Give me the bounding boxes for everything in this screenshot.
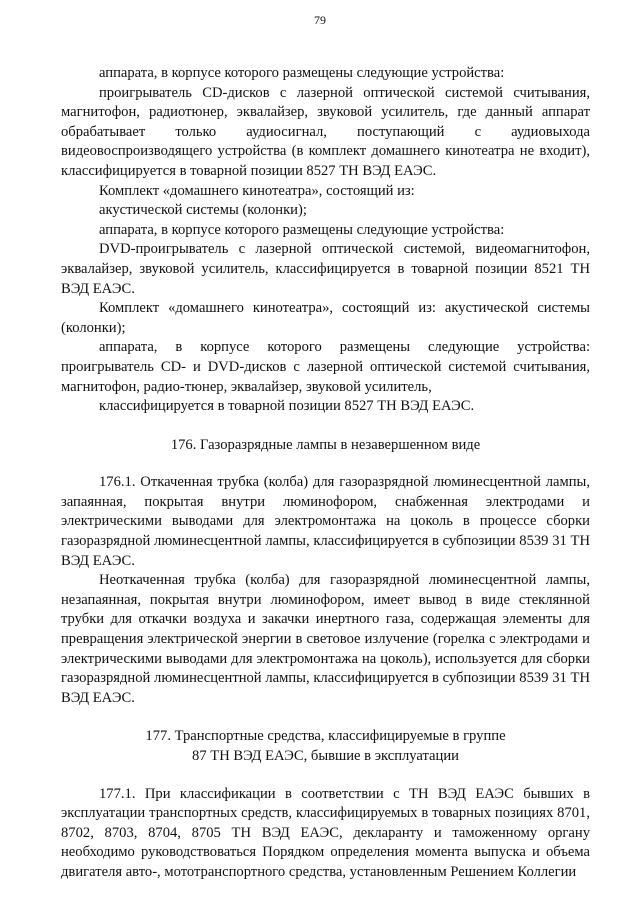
paragraph: аппарата, в корпусе которого размещены следующие устройства: xyxy=(99,221,505,238)
paragraph: аппарата, в корпусе которого размещены следующие устройства: проигрыватель CD- и DVD-дисков с лазерной оптической системой считывания, магнитофон, радио-тюнер, эквалайзер, звуковой усилитель, xyxy=(61,339,590,395)
paragraph: Комплект «домашнего кинотеатра», состоящий из: xyxy=(99,182,415,199)
page-number: 79 xyxy=(314,13,326,27)
section-heading-176: 176. Газоразрядные лампы в незавершенном виде xyxy=(170,436,481,453)
page-content xyxy=(61,64,590,883)
paragraph: проигрыватель CD-дисков с лазерной оптической системой считывания, магнитофон, радиотюнер, эквалайзер, звуковой усилитель, где данный аппарат обрабатывает только аудиосигнал, поступающий с аудиовыхода видеовоспроизводящего устройства (в комплект домашнего кинотеатра не входит), классифицируется в товарной позиции 8527 ТН ВЭД ЕАЭС. xyxy=(61,84,590,179)
paragraph: аппарата, в корпусе которого размещены следующие устройства: xyxy=(99,65,505,81)
paragraph: акустической системы (колонки); xyxy=(99,202,307,219)
paragraph: 177.1. При классификации в соответствии с ТН ВЭД ЕАЭС бывших в эксплуатации транспортных средств, классифицируемых в товарных позициях 8701, 8702, 8703, 8704, 8705 ТН ВЭД ЕАЭС, декларанту и таможенному органу необходимо руководствоваться Порядком определения момента выпуска и объема двигателя авто-, мототранспортного средства, установленным Решением Коллегии xyxy=(61,785,590,880)
paragraph: Неоткаченная трубка (колба) для газоразрядной люминесцентной лампы, незапаянная, покрытая внутри люминофором, имеет вывод в виде стеклянной трубки для откачки воздуха и закачки инертного газа, содержащая элементы для превращения электрической энергии в световое излучение (горелка с электродами и электрическими выводами для электромонтажа на цоколь), используется для сборки газоразрядной люминесцентной лампы, классифицируется в субпозиции 8539 31 ТН ВЭД ЕАЭС. xyxy=(61,572,590,706)
section-heading-177-line1: 177. Транспортные средства, классифицируемые в группе xyxy=(145,728,506,745)
paragraph: Комплект «домашнего кинотеатра», состоящий из: акустической системы (колонки); xyxy=(61,300,590,336)
paragraph: DVD-проигрыватель с лазерной оптической системой, видеомагнитофон, эквалайзер, звуковой усилитель, классифицируется в товарной позиции 8521 ТН ВЭД ЕАЭС. xyxy=(61,241,590,297)
paragraph: классифицируется в товарной позиции 8527 ТН ВЭД ЕАЭС. xyxy=(99,398,475,415)
paragraph: 176.1. Откаченная трубка (колба) для газоразрядной люминесцентной лампы, запаянная, покрытая внутри люминофором, снабженная электродами и электрическими выводами для электромонтажа на цоколь в процессе сборки газоразрядной люминесцентной лампы, классифицируется в субпозиции 8539 31 ТН ВЭД ЕАЭС. xyxy=(61,474,590,569)
section-heading-177-line2: 87 ТН ВЭД ЕАЭС, бывшие в эксплуатации xyxy=(192,748,459,764)
